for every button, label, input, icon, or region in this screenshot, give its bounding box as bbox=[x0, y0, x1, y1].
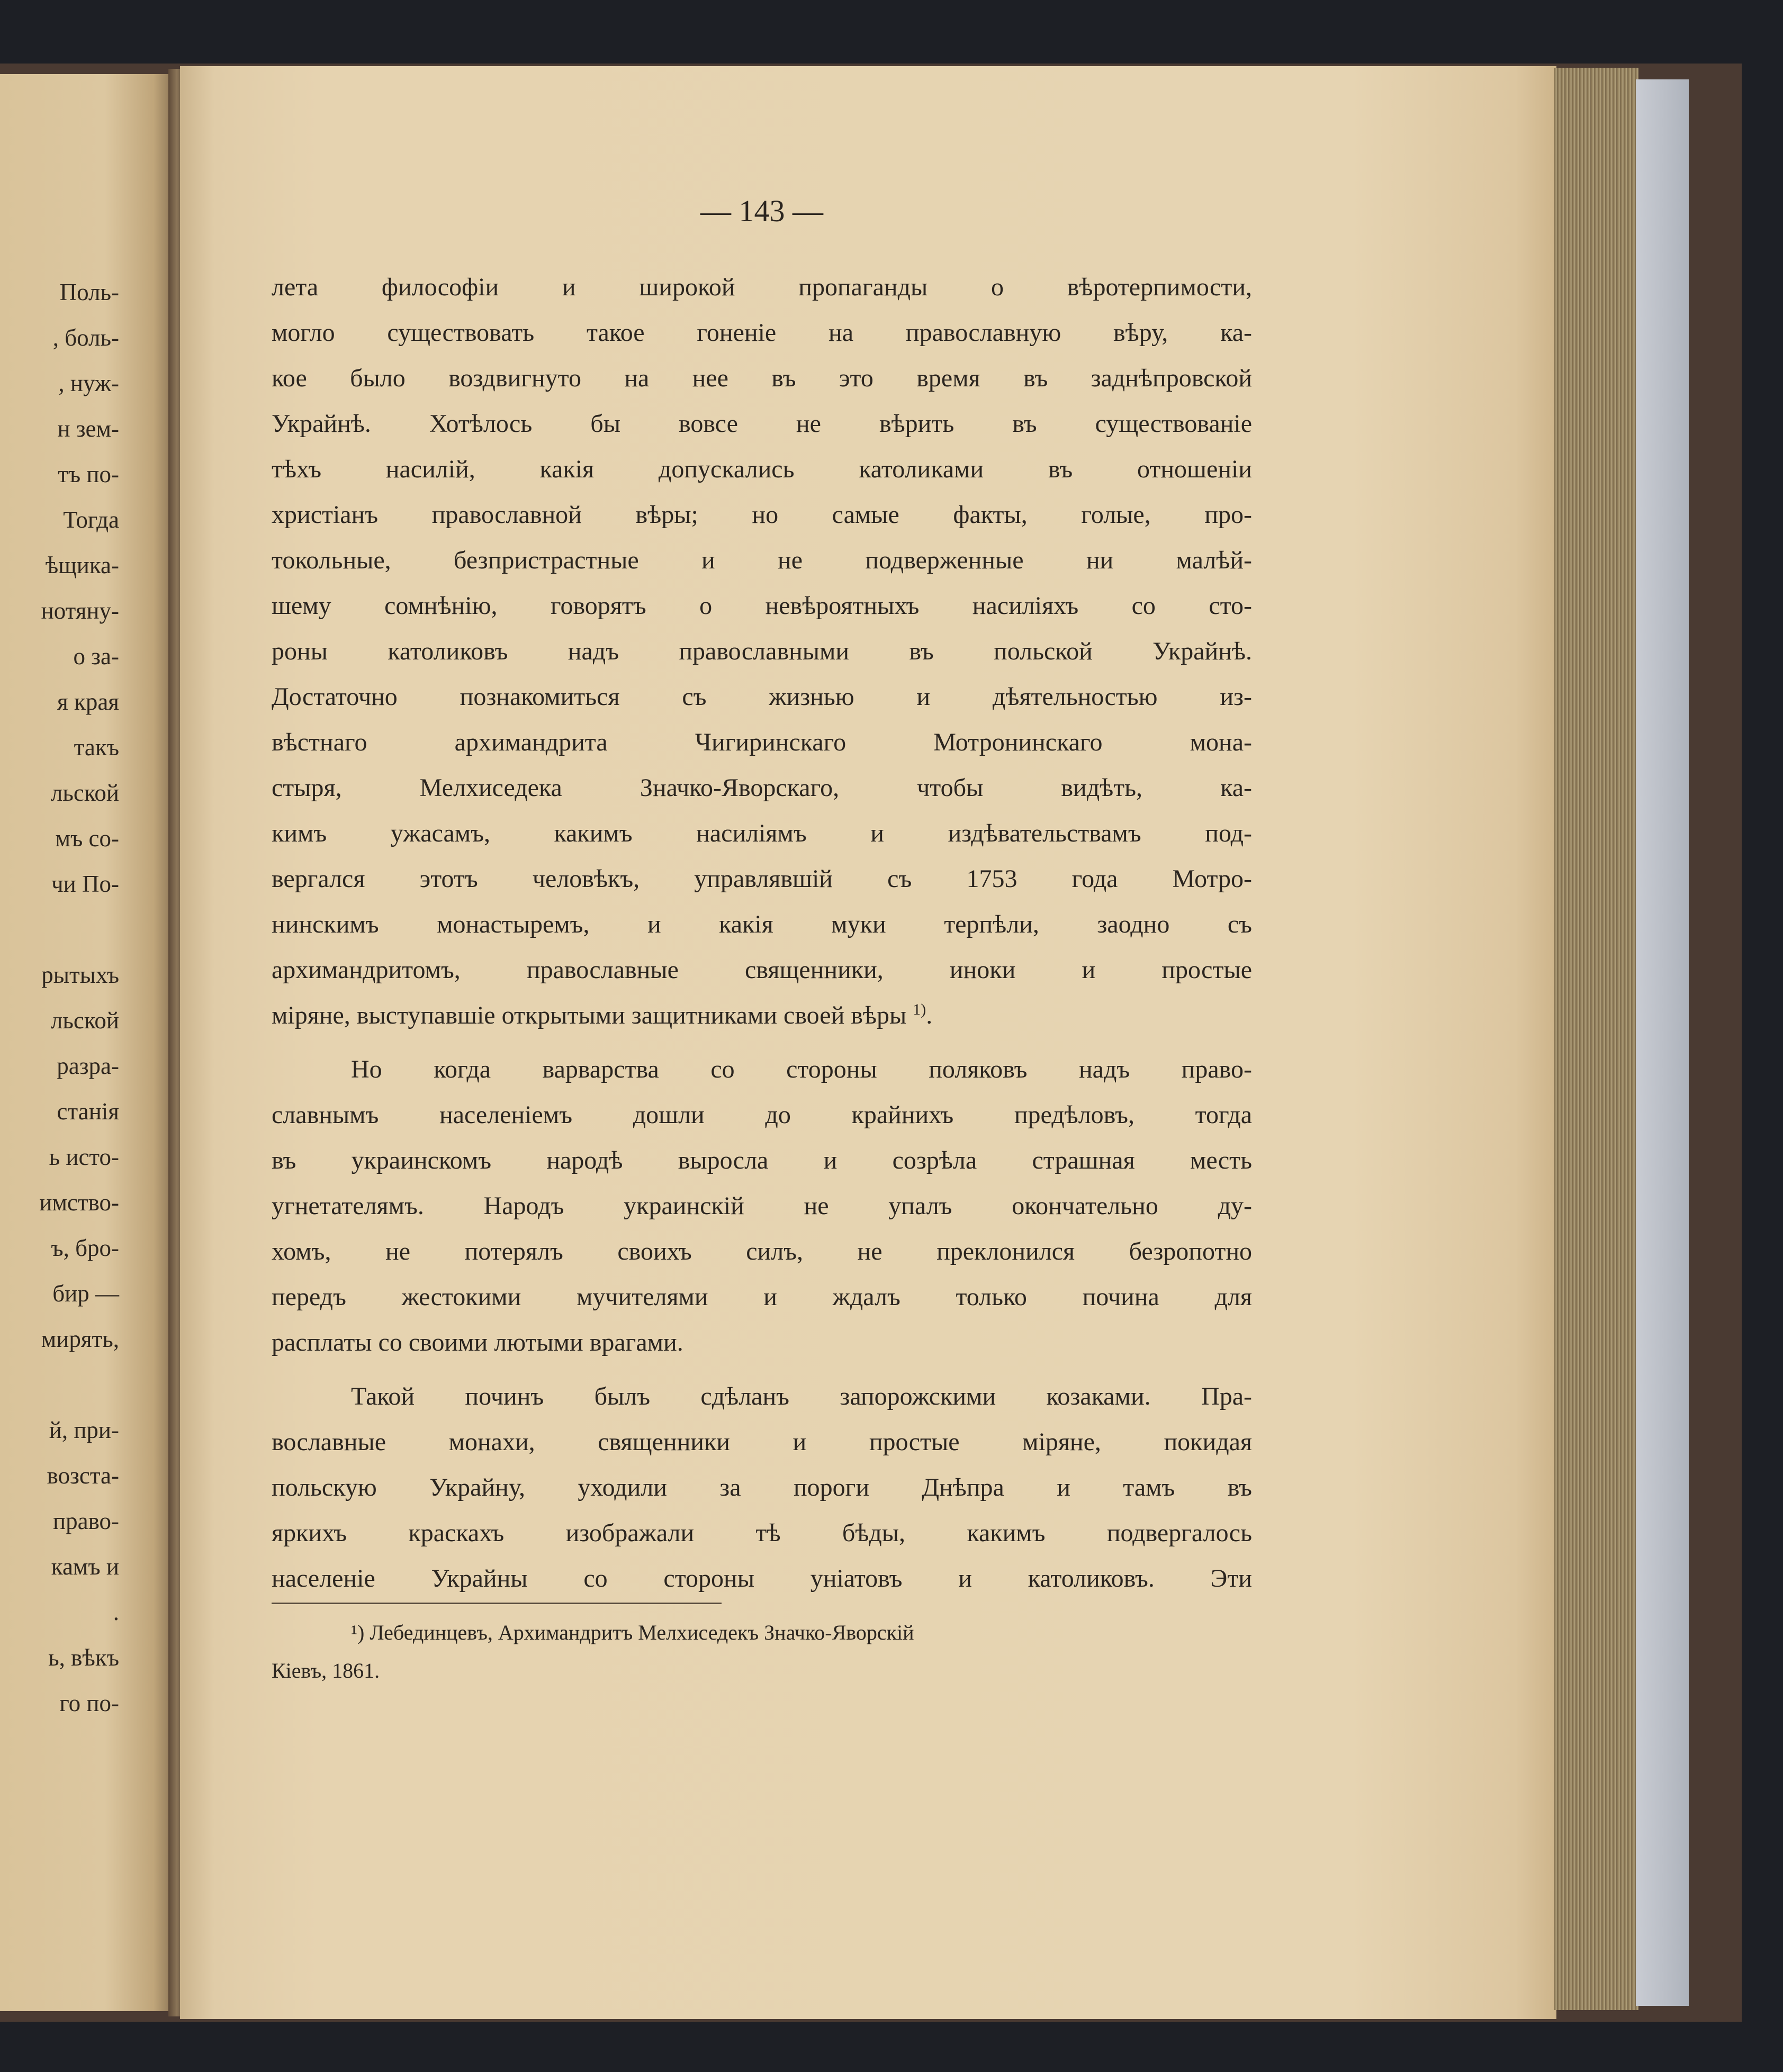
left-page-line: , боль- bbox=[52, 324, 119, 351]
footnote-rule bbox=[272, 1603, 722, 1604]
left-page-line: Тогда bbox=[63, 506, 119, 533]
left-page-line: бир — bbox=[52, 1280, 119, 1307]
footnote bbox=[272, 1614, 1252, 1690]
text-line: населеніе Украйны со стороны уніатовъ и католиковъ. Эти bbox=[272, 1564, 1252, 1593]
left-page-line: Поль- bbox=[59, 279, 119, 305]
page-number: — 143 — bbox=[700, 194, 823, 228]
text-line: токольные, безпристрастные и не подверженные ни малѣй- bbox=[272, 546, 1252, 574]
text-line: стыря, Мелхиседека Значко-Яворскаго, чтобы видѣть, ка- bbox=[272, 774, 1252, 802]
text-line: въ украинскомъ народѣ выросла и созрѣла страшная месть bbox=[272, 1146, 1252, 1174]
footnote-marker: 1) bbox=[913, 1001, 926, 1018]
text-line bbox=[272, 993, 1252, 1038]
left-page-line: ь, вѣкъ bbox=[48, 1644, 119, 1671]
left-page-line: льской bbox=[50, 1007, 119, 1034]
paragraph-1-last-line: міряне, выступавшіе открытыми защитниками своей вѣры bbox=[272, 1001, 907, 1029]
text-line: Достаточно познакомиться съ жизнью и дѣятельностью из- bbox=[272, 683, 1252, 711]
left-page-line bbox=[39, 907, 119, 952]
text-line: расплаты со своими лютыми врагами. bbox=[272, 1328, 683, 1356]
text-line: тѣхъ насилій, какія допускались католиками въ отношеніи bbox=[272, 455, 1252, 483]
right-page-text bbox=[272, 187, 1252, 1690]
left-page-line: ъ, бро- bbox=[51, 1235, 119, 1261]
left-page-line: чи По- bbox=[51, 871, 119, 897]
left-page-line: нотяну- bbox=[41, 598, 119, 624]
text-line: роны католиковъ надъ православными въ польской Украйнѣ. bbox=[272, 637, 1252, 665]
text-line: архимандритомъ, православные священники, иноки и простые bbox=[272, 956, 1252, 984]
paragraph-1-end: . bbox=[926, 1001, 933, 1029]
left-page-line: такъ bbox=[74, 734, 119, 761]
left-page-line: тъ по- bbox=[58, 461, 119, 487]
text-line: могло существовать такое гоненіе на православную вѣру, ка- bbox=[272, 319, 1252, 347]
left-page-line: о за- bbox=[73, 643, 119, 669]
text-line: вергался этотъ человѣкъ, управлявшій съ 1753 года Мотро- bbox=[272, 865, 1252, 893]
text-line: хомъ, не потерялъ своихъ силъ, не преклонился безропотно bbox=[272, 1237, 1252, 1265]
left-page-line: й, при- bbox=[49, 1417, 119, 1443]
text-line: вославные монахи, священники и простые міряне, покидая bbox=[272, 1428, 1252, 1456]
left-page-line: камъ и bbox=[51, 1553, 119, 1580]
text-line: Такой починъ былъ сдѣланъ запорожскими козаками. Пра- bbox=[351, 1382, 1252, 1410]
footnote-line: Кіевъ, 1861. bbox=[272, 1659, 380, 1682]
left-page-line bbox=[39, 1362, 119, 1407]
paragraph-1 bbox=[272, 265, 1252, 993]
left-page-line: мирять, bbox=[41, 1326, 119, 1352]
left-page-line: льской bbox=[50, 780, 119, 806]
left-page-line: я края bbox=[57, 689, 119, 715]
paragraph-2 bbox=[272, 1047, 1252, 1365]
left-page-line: право- bbox=[53, 1508, 119, 1534]
text-line: кимъ ужасамъ, какимъ насиліямъ и издѣвательствамъ под- bbox=[272, 819, 1252, 847]
left-page-line: , нуж- bbox=[58, 370, 119, 396]
text-line: Но когда варварства со стороны поляковъ надъ право- bbox=[351, 1055, 1252, 1083]
text-line: Украйнѣ. Хотѣлось бы вовсе не вѣрить въ существованіе bbox=[272, 410, 1252, 438]
left-page-line: возста- bbox=[47, 1462, 119, 1489]
left-page-line: рытыхъ bbox=[41, 962, 119, 988]
paragraph-3 bbox=[272, 1374, 1252, 1601]
text-line: славнымъ населеніемъ дошли до крайнихъ предѣловъ, тогда bbox=[272, 1101, 1252, 1129]
left-page-text bbox=[39, 269, 119, 1726]
left-page-line: н зем- bbox=[57, 415, 119, 442]
left-page-line: го по- bbox=[59, 1690, 119, 1716]
left-page-line: мъ со- bbox=[55, 825, 119, 852]
left-page-line: разра- bbox=[57, 1053, 119, 1079]
left-page-line: . bbox=[113, 1599, 119, 1625]
footnote-line: ¹) Лебединцевъ, Архимандритъ Мелхиседекъ Значко-Яворскій bbox=[351, 1621, 914, 1644]
page-edges bbox=[1554, 68, 1638, 2010]
left-page-line: станія bbox=[57, 1098, 119, 1125]
text-line: вѣстнаго архимандрита Чигиринскаго Мотронинскаго мона- bbox=[272, 728, 1252, 756]
text-line: угнетателямъ. Народъ украинскій не упалъ окончательно ду- bbox=[272, 1192, 1252, 1220]
text-line: передъ жестокими мучителями и ждалъ только почина для bbox=[272, 1283, 1252, 1311]
left-page bbox=[0, 74, 175, 2011]
back-cover-edge bbox=[1636, 79, 1689, 2006]
text-line: яркихъ краскахъ изображали тѣ бѣды, какимъ подвергалось bbox=[272, 1519, 1252, 1547]
text-line: лета философіи и широкой пропаганды о вѣротерпимости, bbox=[272, 273, 1252, 301]
text-line: кое было воздвигнуто на нее въ это время въ заднѣпровской bbox=[272, 364, 1252, 392]
left-page-line: ь исто- bbox=[49, 1144, 119, 1170]
left-page-line: ѣщика- bbox=[45, 552, 119, 578]
text-line: христіанъ православной вѣры; но самые факты, голые, про- bbox=[272, 501, 1252, 529]
text-line: нинскимъ монастыремъ, и какія муки терпѣли, заодно съ bbox=[272, 910, 1252, 938]
left-page-line: имство- bbox=[39, 1189, 119, 1216]
text-line: польскую Украйну, уходили за пороги Днѣпра и тамъ въ bbox=[272, 1473, 1252, 1501]
text-line: шему сомнѣнію, говорятъ о невѣроятныхъ насиліяхъ со сто- bbox=[272, 592, 1252, 620]
